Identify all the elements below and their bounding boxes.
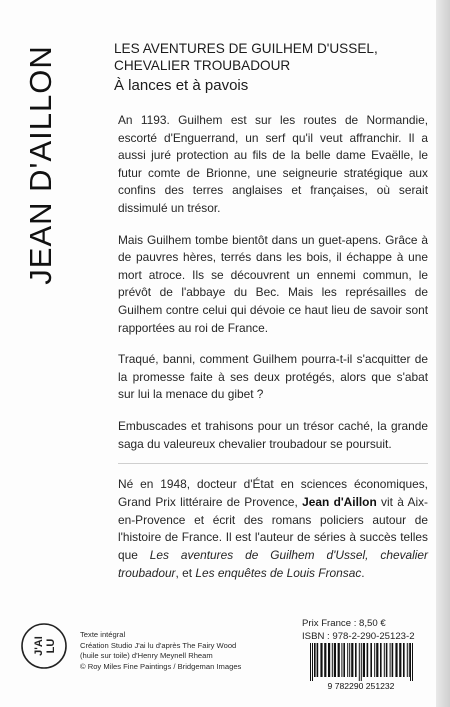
credit-line: (huile sur toile) d'Henry Meynell Rheam: [80, 651, 213, 661]
barcode: [302, 643, 420, 691]
bio-series-2: Les enquêtes de Louis Fronsac: [195, 565, 362, 580]
author-vertical-title: [16, 40, 66, 290]
credit-line: Création Studio J'ai lu d'après The Fairy Wood: [80, 640, 237, 650]
bio-series-1: Les aventures de Guilhem d'Ussel, chevalier troubadour: [118, 548, 428, 580]
series-title: [114, 40, 424, 74]
svg-text:LU: LU: [45, 638, 57, 654]
author-name-vertical: JEAN D'AILLON: [23, 45, 58, 285]
blurb: [118, 112, 428, 467]
blurb-paragraph-3: Traqué, banni, comment Guilhem pourra-t-il s'acquitter de la promesse faite à ses deux protégés, alors que s'abat sur lui la menace du gibet ?: [118, 352, 428, 402]
svg-text:J'AI: J'AI: [33, 636, 45, 656]
cover-edge: [436, 0, 450, 707]
credit-line: © Roy Miles Fine Paintings / Bridgeman Images: [80, 661, 242, 671]
barcode-number: 9 782290 251232: [327, 681, 395, 691]
divider: [118, 463, 428, 464]
bio-author-name: Jean d'Aillon: [302, 494, 377, 509]
bio-text-2: vit à Aix-en-Provence et écrit des romans policiers autour de l'histoire de France. Il est l'auteur de séries à succès telles que: [118, 494, 428, 563]
bio-text-3: , et: [175, 565, 196, 580]
cover-credits: [80, 630, 280, 672]
blurb-paragraph-2: Mais Guilhem tombe bientôt dans un guet-apens. Grâce à de pauvres hères, terrés dans les bois, il échappe à une mort atroce. Ils se découvrent un ennemi commun, le prévôt de l'abbaye du Bec. Mais les représailles de Guilhem contre celui qui dévoie ce haut lieu de savoir sont rapportées au roi de France.: [118, 232, 428, 335]
credit-line: Texte intégral: [80, 630, 126, 639]
publisher-logo: [20, 622, 68, 670]
series-title-line1: LES AVENTURES DE GUILHEM D'USSEL,: [114, 41, 378, 56]
isbn-label: ISBN : 978-2-290-25123-2: [302, 631, 415, 642]
book-title: À lances et à pavois: [114, 77, 249, 94]
author-bio: [118, 476, 428, 583]
blurb-paragraph-4: Embuscades et trahisons pour un trésor caché, la grande saga du valeureux chevalier troubadour se poursuit.: [118, 418, 428, 451]
bio-text-1: Né en 1948, docteur d'État en sciences économiques, Grand Prix littéraire de Provence,: [118, 477, 428, 509]
blurb-paragraph-1: An 1193. Guilhem est sur les routes de Normandie, escorté d'Enguerrand, un serf qu'il veut affranchir. Il a aussi juré protection au fils de la belle dame Evaëlle, le futur comte de Brionne, une seigneurie stratégique aux confins des terres anglaises et françaises, où serait dissimulé un trésor.: [118, 113, 428, 215]
series-title-line2: CHEVALIER TROUBADOUR: [114, 58, 291, 73]
bio-text-4: .: [361, 565, 365, 580]
price-label: Prix France : 8,50 €: [302, 618, 386, 629]
